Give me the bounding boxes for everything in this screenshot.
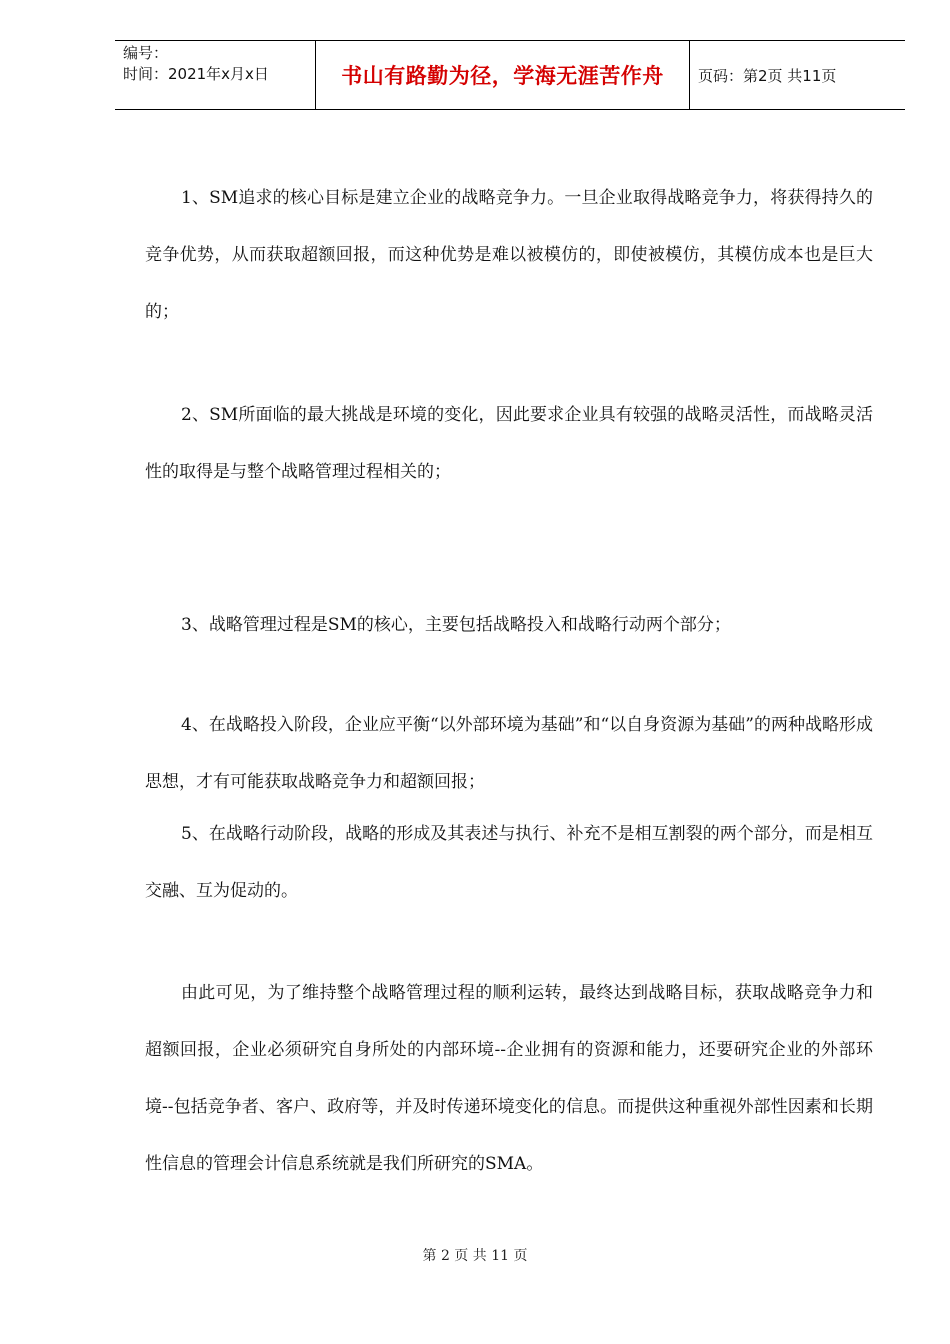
number-label: 编号：: [123, 44, 169, 62]
paragraph-3: 3、战略管理过程是SM的核心，主要包括战略投入和战略行动两个部分；: [181, 615, 731, 635]
time-label: 时间：2021年x月x日: [123, 65, 269, 83]
header-page-info: 页码：第2页 共11页: [698, 66, 837, 85]
page-footer: 第 2 页 共 11 页: [422, 1248, 528, 1264]
paragraph-5: 5、在战略行动阶段，战略的形成及其表述与执行、补充不是相互割裂的两个部分，而是相互交融、互为促动的。: [145, 824, 873, 901]
paragraph-2: 2、SM所面临的最大挑战是环境的变化，因此要求企业具有较强的战略灵活性，而战略灵活性的取得是与整个战略管理过程相关的；: [145, 405, 873, 482]
paragraph-summary: 由此可见，为了维持整个战略管理过程的顺利运转，最终达到战略目标，获取战略竞争力和超额回报，企业必须研究自身所处的内部环境--企业拥有的资源和能力，还要研究企业的外部环境--包括竞争者、客户、政府等，并及时传递环境变化的信息。而提供这种重视外部性因素和长期性信息的管理会计信息系统就是我们所研究的SMA。: [145, 983, 873, 1174]
header-motto: 书山有路勤为径，学海无涯苦作舟: [316, 41, 690, 109]
header-table: [115, 40, 905, 110]
paragraph-4: 4、在战略投入阶段，企业应平衡“以外部环境为基础”和“以自身资源为基础”的两种战略形成思想，才有可能获取战略竞争力和超额回报；: [145, 715, 873, 792]
header-info-cell: [115, 41, 316, 109]
paragraph-1: 1、SM追求的核心目标是建立企业的战略竞争力。一旦企业取得战略竞争力，将获得持久的竞争优势，从而获取超额回报，而这种优势是难以被模仿的，即使被模仿，其模仿成本也是巨大的；: [145, 188, 873, 322]
